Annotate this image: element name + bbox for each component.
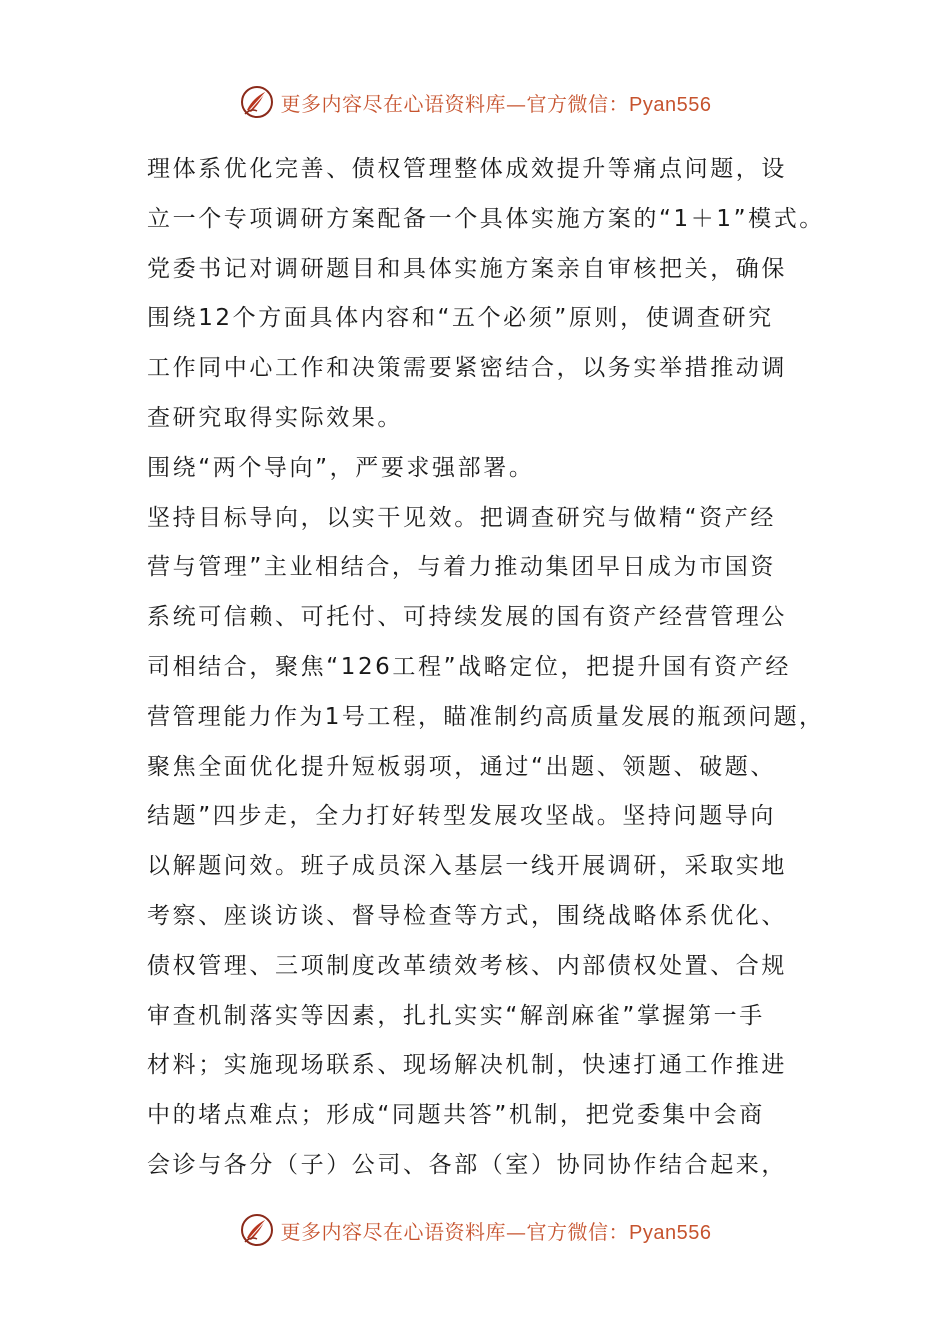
text-line: 查研究取得实际效果。 [147,404,403,431]
text-line: 党委书记对调研题目和具体实施方案亲自审核把关，确保 [147,255,787,282]
text-line: 坚持目标导向，以实干见效。把调查研究与做精“资产经 [147,504,776,531]
text-line: 会诊与各分（子）公司、各部（室）协同协作结合起来， [147,1151,787,1178]
text-line: 司相结合，聚焦“126工程”战略定位，把提升国有资产经 [147,653,791,680]
text-line: 系统可信赖、可托付、可持续发展的国有资产经营管理公 [147,604,787,631]
text-line: 立一个专项调研方案配备一个具体实施方案的“1＋1”模式。 [147,205,825,232]
pen-logo-icon [239,1212,275,1248]
text-line: 结题”四步走，全力打好转型发展攻坚战。坚持问题导向 [147,803,776,830]
banner-wechat-label: 官方微信： [526,91,630,116]
text-line: 考察、座谈访谈、督导检查等方式，围绕战略体系优化、 [147,902,787,929]
banner-brand: 更多内容尽在心语资料库 [280,91,507,116]
text-line: 债权管理、三项制度改革绩效考核、内部债权处置、合规 [147,952,787,979]
text-line: 围绕12个方面具体内容和“五个必须”原则，使调查研究 [147,305,774,332]
text-line: 围绕“两个导向”，严要求强部署。 [147,454,535,481]
pen-logo-icon [239,84,275,120]
text-line: 营管理能力作为1号工程，瞄准制约高质量发展的瓶颈问题， [147,703,825,730]
banner-wechat-id: Pyan556 [629,1221,712,1244]
text-line: 聚焦全面优化提升短板弱项，通过“出题、领题、破题、 [147,753,776,780]
banner-text [281,1216,712,1245]
text-line: 中的堵点难点；形成“同题共答”机制，把党委集中会商 [147,1102,765,1129]
banner-brand: 更多内容尽在心语资料库 [280,1219,507,1244]
text-line: 工作同中心工作和决策需要紧密结合，以务实举措推动调 [147,355,787,382]
text-line: 材料；实施现场联系、现场解决机制，快速打通工作推进 [147,1052,787,1079]
footer-banner [0,1208,950,1252]
banner-text [281,88,712,117]
banner-wechat-id: Pyan556 [629,93,712,116]
text-line: 以解题问效。班子成员深入基层一线开展调研，采取实地 [147,853,787,880]
text-line: 理体系优化完善、债权管理整体成效提升等痛点问题，设 [147,156,787,182]
text-line: 营与管理”主业相结合，与着力推动集团早日成为市国资 [147,554,776,581]
header-banner [0,80,950,124]
banner-dash: — [506,1219,527,1244]
banner-wechat-label: 官方微信： [526,1219,630,1244]
banner-dash: — [506,91,527,116]
document-body [147,145,827,1191]
text-line: 审查机制落实等因素，扎扎实实“解剖麻雀”掌握第一手 [147,1002,765,1029]
